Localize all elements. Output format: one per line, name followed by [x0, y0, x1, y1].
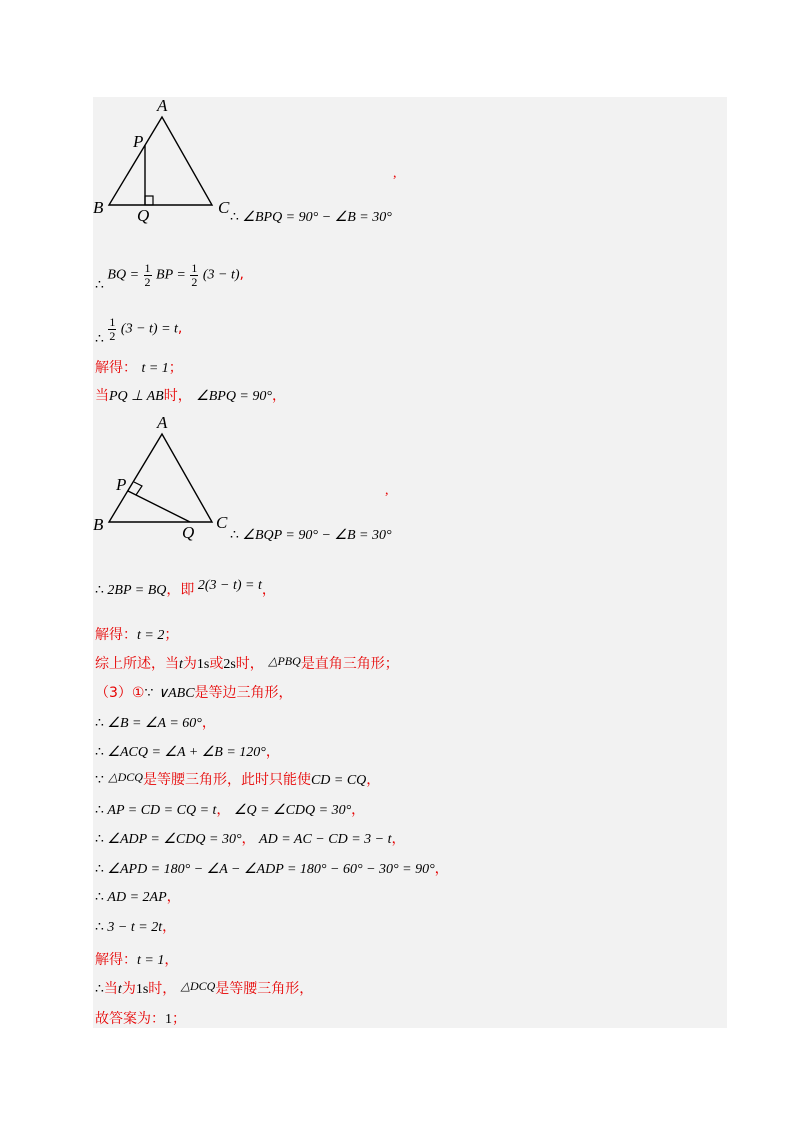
- line-7: ∴ 2BP = BQ，即 2(3 − t) = t，: [95, 578, 276, 598]
- label-B: B: [93, 515, 104, 534]
- label-Q: Q: [137, 206, 150, 225]
- line-6: ∴ ∠BQP = 90° − ∠B = 30°: [230, 528, 392, 543]
- line-13: ∵ △DCQ是等腰三角形，此时只能使CD = CQ，: [95, 770, 381, 788]
- line-14: ∴ AP = CD = CQ = t， ∠Q = ∠CDQ = 30°，: [95, 802, 366, 818]
- label-A: A: [157, 96, 168, 115]
- label-P: P: [133, 132, 144, 151]
- line-15: ∴ ∠ADP = ∠CDQ = 30°， AD = AC − CD = 3 − t，: [95, 831, 406, 847]
- label-A: A: [157, 413, 168, 432]
- line-21: 故答案为：1；: [95, 1011, 186, 1027]
- line-9: 综上所述，当t为1s或2s时， △PBQ是直角三角形；: [95, 654, 399, 672]
- line-8: 解得：t = 2；: [95, 627, 179, 643]
- label-C: C: [216, 513, 228, 532]
- line-5: 当PQ ⊥ AB时， ∠BPQ = 90°，: [95, 388, 286, 404]
- line-12: ∴ ∠ACQ = ∠A + ∠B = 120°，: [95, 744, 280, 760]
- label-C: C: [218, 198, 230, 217]
- line-4: 解得： t = 1；: [95, 360, 183, 376]
- line-16: ∴ ∠APD = 180° − ∠A − ∠ADP = 180° − 60° − 30° = 90°，: [95, 861, 449, 877]
- solution-panel: [93, 97, 727, 1028]
- figure-comma: ,: [385, 483, 389, 498]
- line-11: ∴ ∠B = ∠A = 60°，: [95, 715, 216, 731]
- line-20: ∴当t为1s时， △DCQ是等腰三角形，: [95, 979, 314, 997]
- line-10: （3）①∵ ∨ABC是等边三角形，: [95, 685, 293, 701]
- line-3: ∴ $\frac{1}{2}$ (3 − t) = t,: [95, 315, 183, 347]
- label-P: P: [116, 475, 127, 494]
- line-17: ∴ AD = 2AP，: [95, 889, 181, 905]
- line-18: ∴ 3 − t = 2t，: [95, 919, 177, 935]
- line-2: ∴ BQ = $\frac{1}{2}$ BP = $\frac{1}{2}$ (3 − t),: [95, 261, 244, 293]
- label-B: B: [93, 198, 104, 217]
- label-Q: Q: [182, 523, 195, 542]
- line-19: 解得：t = 1，: [95, 952, 179, 968]
- line-1: ∴ ∠BPQ = 90° − ∠B = 30°: [230, 210, 392, 225]
- figure-comma: ,: [393, 166, 397, 181]
